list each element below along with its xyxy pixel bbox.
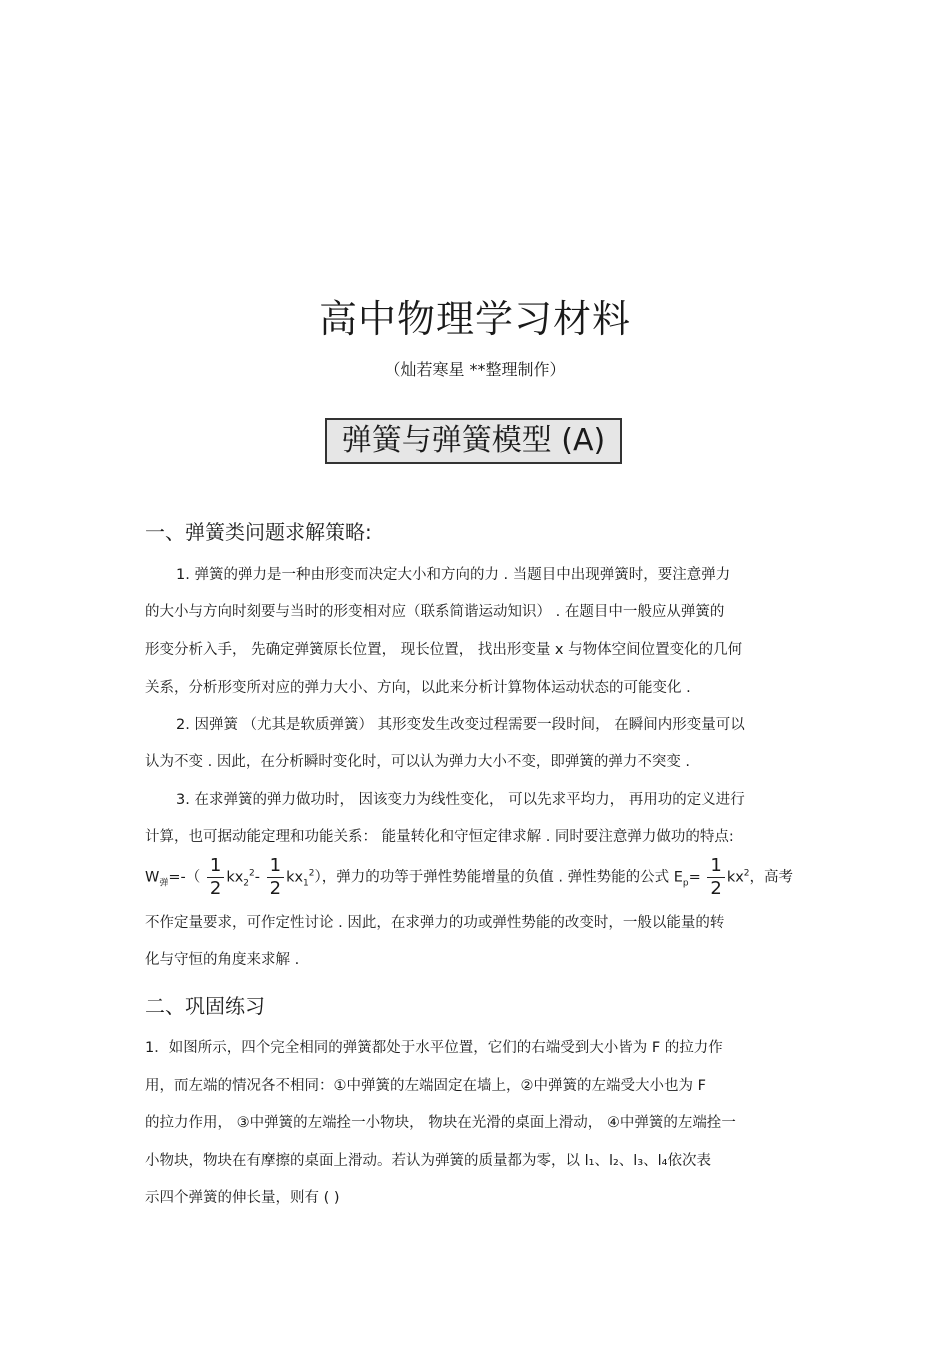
section1-line: 关系，分析形变所对应的弹力大小、方向，以此来分析计算物体运动状态的可能变化 . <box>145 680 691 696</box>
section1-line: 认为不变 . 因此，在分析瞬时变化时，可以认为弹力大小不变，即弹簧的弹力不突变 . <box>145 754 691 770</box>
section1-line: 1. 弹簧的弹力是一种由形变而决定大小和方向的力 . 当题目中出现弹簧时，要注意弹力 <box>176 567 731 583</box>
section2-line: 用，而左端的情况各不相同：①中弹簧的左端固定在墙上，②中弹簧的左端受大小也为 F <box>145 1078 706 1094</box>
section2-line: 小物块，物块在有摩擦的桌面上滑动。若认为弹簧的质量都为零，以 l₁、l₂、l₃、l₄依次表 <box>145 1153 711 1169</box>
section2-line: 的拉力作用， ③中弹簧的左端拴一小物块， 物块在光滑的桌面上滑动， ④中弹簧的左端拴一 <box>145 1115 736 1131</box>
section1-line: 形变分析入手， 先确定弹簧原长位置， 现长位置， 找出形变量 x 与物体空间位置变化的几何 <box>145 642 743 658</box>
fraction-half: $\frac{1}{2}$ <box>267 855 284 900</box>
fraction-half: $\frac{1}{2}$ <box>207 855 224 900</box>
section1-line: 的大小与方向时刻要与当时的形变相对应（联系简谐运动知识） . 在题目中一般应从弹簧的 <box>145 604 725 620</box>
document-subtitle: （灿若寒星 **整理制作） <box>384 360 566 379</box>
boxed-title: 弹簧与弹簧模型 (A) <box>325 418 622 464</box>
section2-line: 示四个弹簧的伸长量，则有 ( ) <box>145 1190 340 1206</box>
section1-line: 3. 在求弹簧的弹力做功时， 因该变力为线性变化， 可以先求平均力， 再用功的定义进行 <box>176 792 745 808</box>
section1-line: 计算，也可据动能定理和功能关系： 能量转化和守恒定律求解 . 同时要注意弹力做功的特点: <box>145 829 734 845</box>
section2-heading: 二、巩固练习 <box>145 994 265 1018</box>
section1-line: 2. 因弹簧 （尤其是软质弹簧） 其形变发生改变过程需要一段时间， 在瞬间内形变量可以 <box>176 717 745 733</box>
section1-line: 不作定量要求，可作定性讨论 . 因此，在求弹力的功或弹性势能的改变时，一般以能量的转 <box>145 915 725 931</box>
fraction-half: $\frac{1}{2}$ <box>707 855 724 900</box>
elastic-work-formula: $W_弹=-$（ $\frac{1}{2}$ $kx_2^2-$ $\frac{1}{2}$ $kx_1^2$），弹力的功等于弹性势能增量的负值 . 弹性势能的公式 $E_p=$ $\frac{1}{2}$ $kx^2$，高考 <box>145 855 794 899</box>
section1-heading: 一、弹簧类问题求解策略: <box>145 520 372 544</box>
document-title: 高中物理学习材料 <box>318 297 631 341</box>
section1-line: 化与守恒的角度来求解 . <box>145 952 300 968</box>
section2-line: 1．如图所示，四个完全相同的弹簧都处于水平位置，它们的右端受到大小皆为 F 的拉力作 <box>145 1040 723 1056</box>
